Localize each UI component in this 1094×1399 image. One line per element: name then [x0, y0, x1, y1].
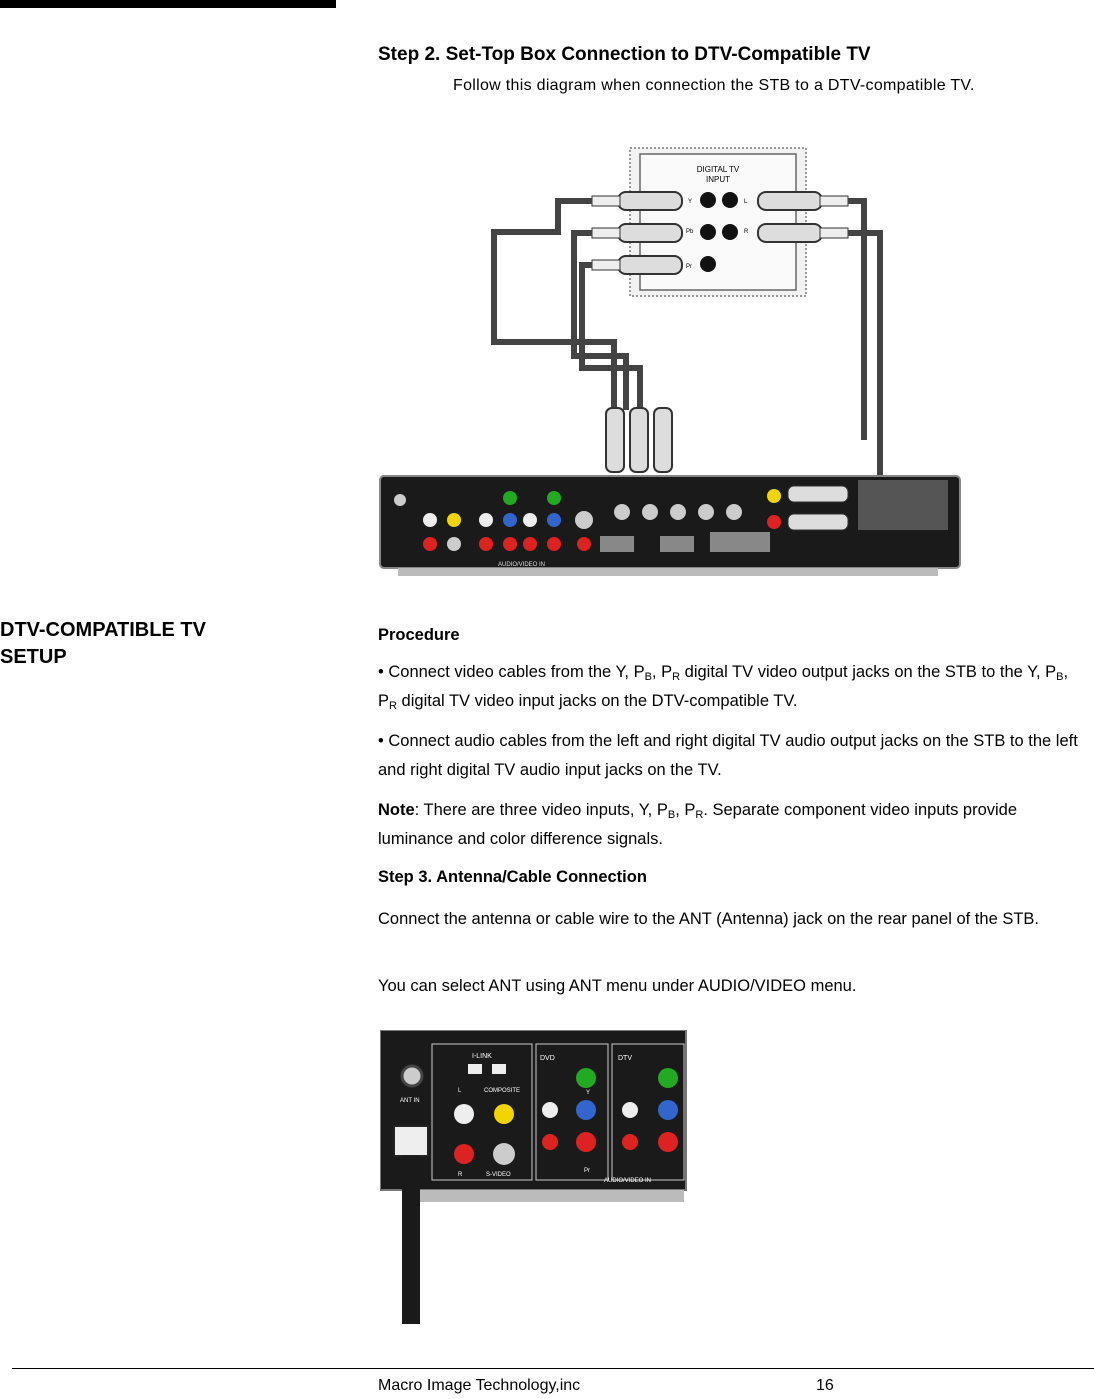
coax-cable	[394, 1126, 428, 1324]
tv-jack-label-pb: Pb	[686, 229, 694, 235]
step2-description: Follow this diagram when connection the STB to a DTV-compatible TV.	[453, 77, 975, 94]
ant-in-label: ANT IN	[400, 1098, 420, 1104]
stb-video-plugs	[606, 408, 672, 472]
stb-to-tv-diagram	[378, 140, 962, 580]
header-bar	[0, 0, 336, 8]
page-number: 16	[816, 1377, 834, 1394]
tv-panel-title-2: INPUT	[706, 175, 730, 184]
composite-l-label: L	[458, 1088, 462, 1094]
tv-video-plugs	[592, 192, 682, 274]
procedure-bullet-2: • Connect audio cables from the left and right digital TV audio output jacks on the STB to the left and right digital TV audio input jacks on the TV.	[378, 732, 1078, 779]
tv-jack-label-pr: Pr	[686, 264, 692, 270]
tv-jack-label-r: R	[744, 229, 749, 235]
composite-label: COMPOSITE	[484, 1088, 521, 1094]
dvd-label: DVD	[540, 1055, 555, 1062]
audio-video-in-label: AUDIO/VIDEO IN	[604, 1178, 652, 1184]
footer-rule	[12, 1368, 1094, 1369]
step2-title: Step 2. Set-Top Box Connection to DTV-Compatible TV	[378, 44, 871, 65]
procedure-bullet-1: • Connect video cables from the Y, $P_B$, $P_R$ digital TV video output jacks on the STB to the Y, $P_B$, $P_R$ digital TV video input jacks on the DTV-compatible TV.	[378, 663, 1069, 712]
procedure-title: Procedure	[378, 626, 460, 644]
dvd-y-label: Y	[586, 1090, 591, 1096]
footer-company: Macro Image Technology,inc	[378, 1377, 581, 1394]
section-heading	[0, 617, 300, 671]
procedure-note: Note: There are three video inputs, Y, $P_B$, $P_R$. Separate component video inputs provide luminance and color difference signals.	[378, 801, 1018, 848]
step3-title: Step 3. Antenna/Cable Connection	[378, 868, 647, 886]
stb-audio-video-in-label: AUDIO/VIDEO IN	[498, 562, 546, 568]
dtv-label: DTV	[618, 1055, 632, 1062]
ilink-label: I-LINK	[472, 1053, 492, 1060]
tv-panel-title-1: DIGITAL TV	[696, 165, 740, 174]
composite-r-label: R	[458, 1172, 463, 1178]
antenna-connection-diagram	[380, 1030, 688, 1326]
tv-jack-label-y: Y	[688, 199, 693, 205]
section-heading-line1: DTV-COMPATIBLE TV	[0, 619, 206, 641]
note-label: Note	[378, 801, 415, 819]
s-video-label: S-VIDEO	[486, 1172, 511, 1178]
tv-jack-label-l: L	[744, 199, 748, 205]
step3-paragraph-2: You can select ANT using ANT menu under AUDIO/VIDEO menu.	[378, 977, 857, 995]
section-heading-line2: SETUP	[0, 646, 67, 668]
dvd-pr-label: Pr	[584, 1168, 590, 1174]
step3-paragraph-1: Connect the antenna or cable wire to the ANT (Antenna) jack on the rear panel of the STB.	[378, 910, 1040, 928]
